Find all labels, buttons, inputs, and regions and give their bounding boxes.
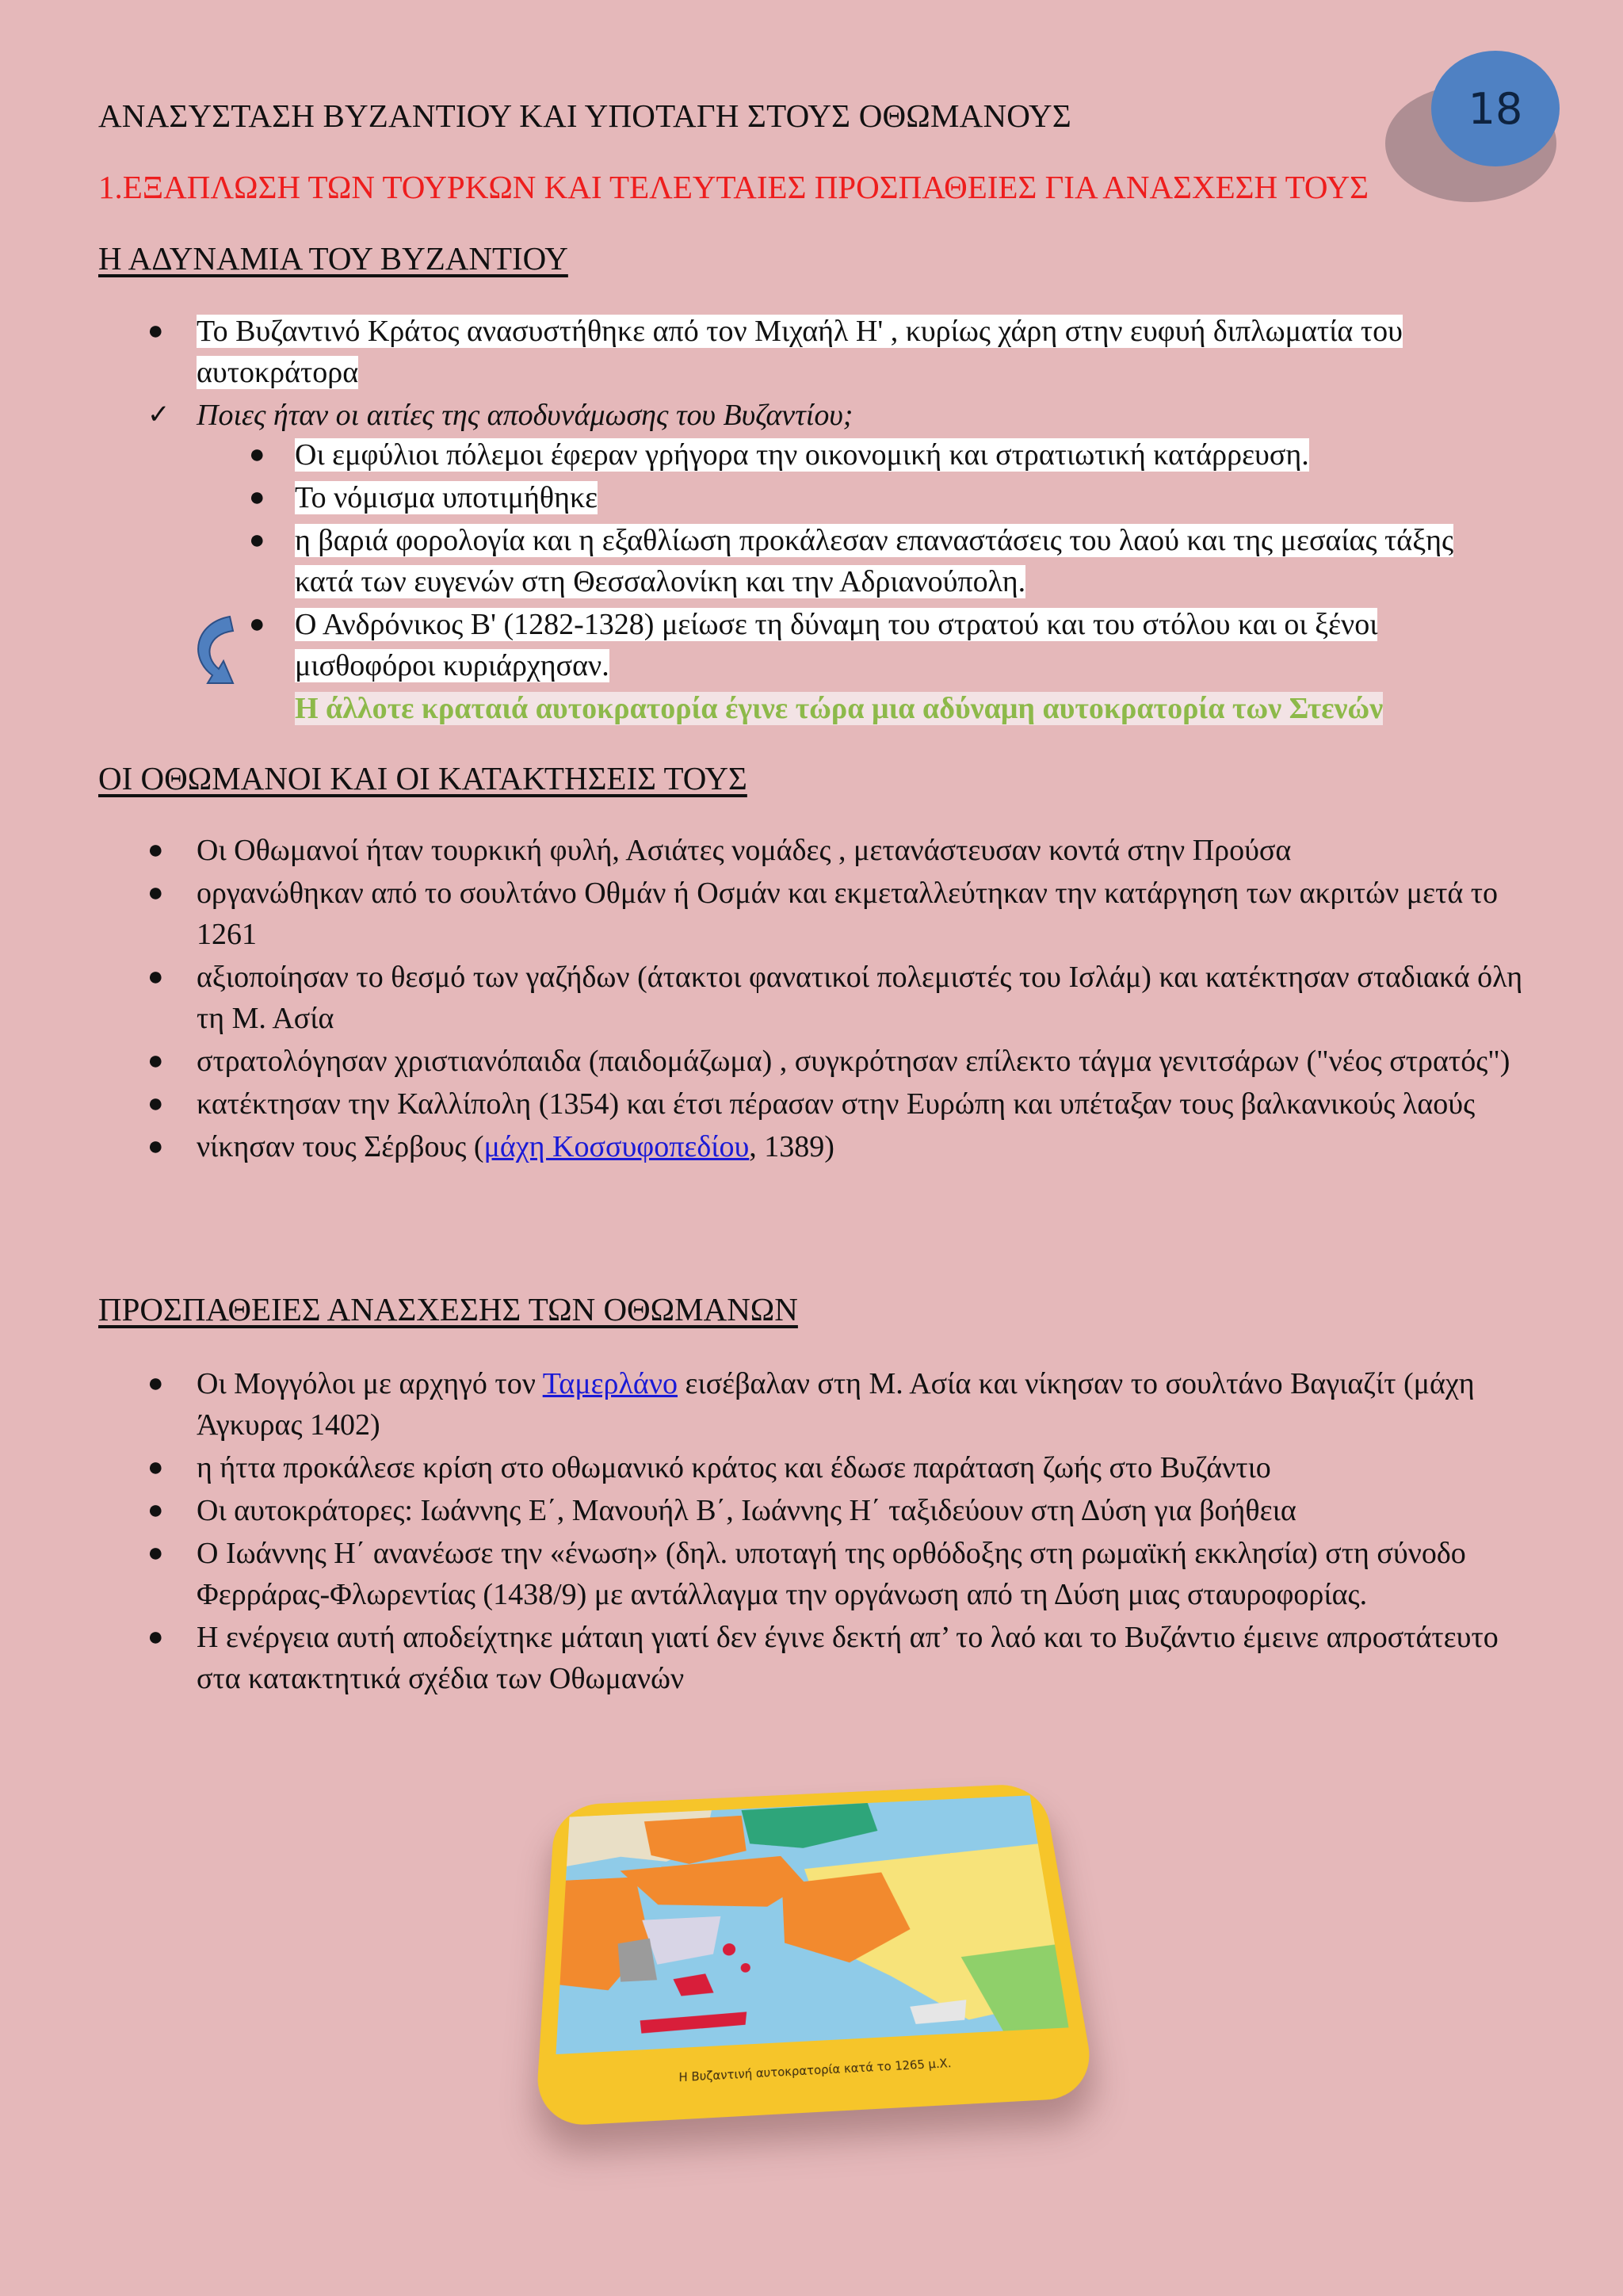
bullet-icon: ●	[147, 1089, 164, 1118]
page-number-badge	[1431, 51, 1560, 166]
page-subtitle: 1.ΕΞΑΠΛΩΣΗ ΤΩΝ ΤΟΥΡΚΩΝ ΚΑΙ ΤΕΛΕΥΤΑΙΕΣ ΠΡΟΣΠΑΘΕΙΕΣ ΓΙΑ ΑΝΑΣΧΕΣΗ ΤΟΥΣ	[98, 169, 1369, 205]
list-item	[147, 1083, 1528, 1125]
weakness-intro-list	[147, 311, 1528, 437]
item-text: η ήττα προκάλεσε κρίση στο οθωμανικό κράτος και έδωσε παράταση ζωής στο Βυζάντιο	[197, 1451, 1271, 1484]
item-text: αξιοποίησαν το θεσμό των γαζήδων (άτακτοι φανατικοί πολεμιστές του Ισλάμ) και κατέκτησαν σταδιακά όλη τη Μ. Ασία	[197, 961, 1523, 1035]
item-text: κατέκτησαν την Καλλίπολη (1354) και έτσι πέρασαν στην Ευρώπη και υπέταξαν τους βαλκανικούς λαούς	[197, 1087, 1476, 1121]
bullet-icon: ●	[147, 1453, 164, 1482]
tamerlane-link[interactable]: Ταμερλάνο	[542, 1367, 678, 1400]
weakness-causes-list	[249, 434, 1507, 731]
item-text-suffix: , 1389)	[749, 1130, 834, 1163]
bullet-icon: ●	[147, 1132, 164, 1161]
list-item	[147, 311, 1528, 393]
item-text: στρατολόγησαν χριστιανόπαιδα (παιδομάζωμα) , συγκρότησαν επίλεκτο τάγμα γενιτσάρων ("νέος στρατός")	[197, 1045, 1510, 1078]
containment-list	[147, 1363, 1528, 1701]
curved-arrow-icon	[181, 610, 244, 697]
list-item	[147, 1126, 1528, 1167]
list-item	[147, 1490, 1528, 1531]
item-text: οργανώθηκαν από το σουλτάνο Οθμάν ή Οσμάν και εκμεταλλεύτηκαν την κατάργηση των ακριτών μετά το 1261	[197, 877, 1499, 951]
bullet-icon: ●	[147, 835, 164, 865]
item-text-prefix: νίκησαν τους Σέρβους (	[197, 1130, 484, 1163]
bullet-icon: ●	[249, 483, 265, 512]
list-item	[147, 873, 1528, 955]
conclusion-text: Η άλλοτε κραταιά αυτοκρατορία έγινε τώρα μια αδύναμη αυτοκρατορία των Στενών	[295, 692, 1384, 725]
cause-text: Ο Ανδρόνικος Β' (1282-1328) μείωσε τη δύναμη του στρατού και του στόλου και οι ξένοι μισθοφόροι κυριάρχησαν.	[295, 608, 1378, 682]
intro-text: Το Βυζαντινό Κράτος ανασυστήθηκε από τον Μιχαήλ Η' , κυρίως χάρη στην ευφυή διπλωματία του αυτοκράτορα	[197, 315, 1403, 389]
map-caption: Η Βυζαντινή αυτοκρατορία κατά το 1265 μ.Χ.	[678, 2057, 953, 2085]
bullet-icon: ●	[147, 962, 164, 991]
cause-text: Οι εμφύλιοι πόλεμοι έφεραν γρήγορα την οικονομική και στρατιωτική κατάρρευση.	[295, 438, 1309, 472]
list-item	[147, 1363, 1528, 1446]
list-item	[147, 830, 1528, 871]
bullet-icon: ●	[147, 878, 164, 907]
item-text: Η ενέργεια αυτή αποδείχτηκε μάταιη γιατί δεν έγινε δεκτή απ’ το λαό και το Βυζάντιο έμεινε απροστάτευτο στα κατακτητικά σχέδια των Οθωμανών	[197, 1621, 1499, 1695]
section-heading-weakness: Η ΑΔΥΝΑΜΙΑ ΤΟΥ ΒΥΖΑΝΤΙΟΥ	[98, 240, 568, 277]
list-item	[249, 520, 1507, 602]
bullet-icon: ●	[147, 316, 164, 346]
list-item	[147, 395, 1528, 436]
bullet-icon: ●	[147, 1538, 164, 1568]
kosovo-battle-link[interactable]: μάχη Κοσσυφοπεδίου	[483, 1130, 750, 1163]
list-item	[249, 604, 1507, 686]
section-heading-containment: ΠΡΟΣΠΑΘΕΙΕΣ ΑΝΑΣΧΕΣΗΣ ΤΩΝ ΟΘΩΜΑΝΩΝ	[98, 1291, 798, 1328]
cause-text: Το νόμισμα υποτιμήθηκε	[295, 481, 598, 514]
ottomans-list	[147, 830, 1528, 1169]
section-heading-ottomans: ΟΙ ΟΘΩΜΑΝΟΙ ΚΑΙ ΟΙ ΚΑΤΑΚΤΗΣΕΙΣ ΤΟΥΣ	[98, 760, 747, 797]
bullet-icon: ●	[147, 1496, 164, 1525]
cause-text: η βαριά φορολογία και η εξαθλίωση προκάλεσαν επαναστάσεις του λαού και της μεσαίας τάξης κατά των ευγενών στη Θεσσαλονίκη και την Αδριανούπολη.	[295, 524, 1454, 598]
page-number: 18	[1468, 83, 1523, 134]
bullet-icon: ●	[147, 1622, 164, 1652]
item-text-prefix: Οι Μογγόλοι με αρχηγό τον	[197, 1367, 543, 1400]
bullet-icon: ●	[249, 440, 265, 469]
bullet-icon: ●	[147, 1369, 164, 1398]
list-item	[147, 1447, 1528, 1488]
list-item	[147, 1041, 1528, 1082]
list-item	[147, 1617, 1528, 1699]
item-text: Οι αυτοκράτορες: Ιωάννης Ε΄, Μανουήλ Β΄, Ιωάννης Η΄ ταξιδεύουν στη Δύση για βοήθεια	[197, 1494, 1296, 1527]
list-item	[295, 688, 1507, 729]
item-text: Ο Ιωάννης Η΄ ανανέωσε την «ένωση» (δηλ. υποταγή της ορθόδοξης στη ρωμαϊκή εκκλησία) στη σύνοδο Φερράρας-Φλωρεντίας (1438/9) με αντάλλαγμα την οργάνωση από τη Δύση μιας σταυροφορίας.	[197, 1537, 1466, 1611]
bullet-icon: ●	[147, 1046, 164, 1075]
checkmark-icon: ✓	[147, 400, 170, 430]
list-item	[249, 434, 1507, 476]
item-text-suffix: εισέβαλαν στη Μ. Ασία και νίκησαν το σουλτάνο Βαγιαζίτ (μάχη Άγκυρας 1402)	[197, 1367, 1475, 1442]
byzantine-empire-map-image	[535, 1783, 1098, 2127]
bullet-icon: ●	[249, 525, 265, 555]
question-text: Ποιες ήταν οι αιτίες της αποδυνάμωσης του Βυζαντίου;	[197, 399, 854, 432]
page-title: ΑΝΑΣΥΣΤΑΣΗ ΒΥΖΑΝΤΙΟΥ ΚΑΙ ΥΠΟΤΑΓΗ ΣΤΟΥΣ ΟΘΩΜΑΝΟΥΣ	[98, 97, 1071, 134]
bullet-icon: ●	[249, 609, 265, 639]
list-item	[249, 477, 1507, 518]
list-item	[147, 1533, 1528, 1615]
list-item	[147, 957, 1528, 1039]
item-text: Οι Οθωμανοί ήταν τουρκική φυλή, Ασιάτες νομάδες , μετανάστευσαν κοντά στην Προύσα	[197, 834, 1292, 867]
